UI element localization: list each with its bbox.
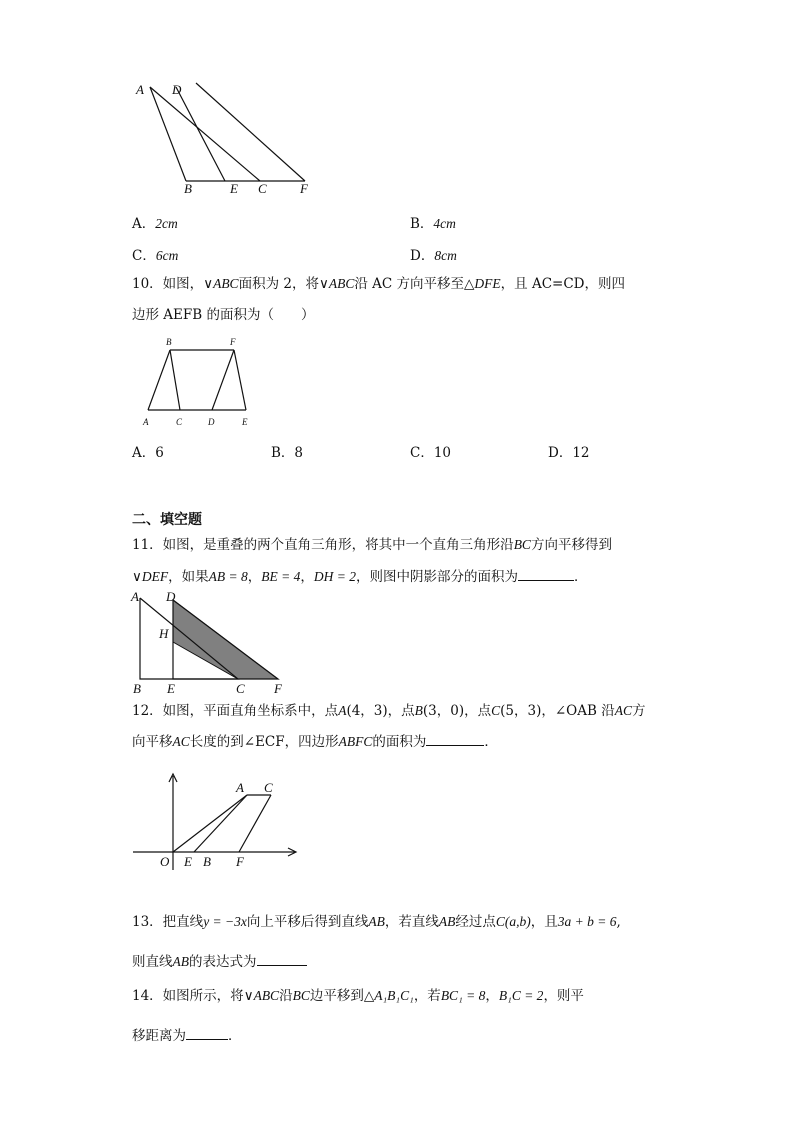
answer-blank-q14[interactable] bbox=[186, 1025, 228, 1040]
q10-option-c[interactable]: C．10 bbox=[410, 445, 452, 461]
q12-line2: 向平移AC长度的到∠ECF，四边形ABFC的面积为 ． bbox=[132, 731, 498, 752]
q9-option-b[interactable]: B．4cm bbox=[410, 216, 456, 232]
segment-DE bbox=[176, 87, 225, 181]
label-F: F bbox=[300, 181, 308, 196]
q9-option-d[interactable]: D．8cm bbox=[410, 248, 457, 264]
q11-line1: 11．如图，是重叠的两个直角三角形，将其中一个直角三角形沿BC方向平移得到 bbox=[132, 537, 612, 553]
segment-AB bbox=[150, 87, 186, 181]
label-C: C bbox=[176, 417, 183, 427]
segment-FE bbox=[234, 350, 246, 410]
figure-q9 bbox=[130, 75, 320, 200]
label-A: A bbox=[143, 417, 149, 427]
label-A: A bbox=[136, 82, 144, 97]
label-D: D bbox=[172, 82, 182, 97]
segment-FD bbox=[212, 350, 234, 410]
q14-line2: 移距离为 ． bbox=[132, 1025, 242, 1046]
q9-option-a[interactable]: A．2cm bbox=[132, 216, 178, 232]
section-heading-fill-in: 二、填空题 bbox=[132, 512, 202, 528]
segment-OA bbox=[173, 795, 247, 852]
label-O: O bbox=[160, 854, 170, 869]
figure-q10 bbox=[140, 335, 260, 431]
answer-blank-q13[interactable] bbox=[257, 951, 307, 966]
label-F: F bbox=[230, 337, 236, 347]
q10-option-a[interactable]: A．6 bbox=[132, 445, 164, 461]
label-E: E bbox=[242, 417, 248, 427]
label-C: C bbox=[236, 681, 245, 696]
figure-q11 bbox=[128, 588, 293, 696]
figure-q12 bbox=[130, 770, 300, 875]
q10-option-d[interactable]: D．12 bbox=[548, 445, 590, 461]
q10-line1: 10．如图，∨ABC面积为 2，将∨ABC沿 AC 方向平移至△DFE，且 AC=CD，则四 bbox=[132, 276, 625, 292]
label-B: B bbox=[184, 181, 192, 196]
q13-line1: 13．把直线y = −3x向上平移后得到直线AB，若直线AB经过点C(a,b)，且3a + b = 6, bbox=[132, 914, 621, 930]
q11-line2: ∨DEF，如果AB = 8，BE = 4，DH = 2，则图中阴影部分的面积为 ． bbox=[132, 566, 587, 587]
label-F: F bbox=[236, 854, 244, 869]
q14-line1: 14．如图所示，将∨ABC沿BC边平移到△A₁B₁C₁，若BC₁ = 8，B₁C = 2，则平 bbox=[132, 988, 584, 1004]
segment-AB bbox=[148, 350, 170, 410]
label-E: E bbox=[184, 854, 192, 869]
label-H: H bbox=[159, 626, 169, 641]
q9-option-c[interactable]: C．6cm bbox=[132, 248, 179, 264]
segment-AB bbox=[194, 795, 247, 852]
label-D: D bbox=[166, 589, 176, 604]
answer-blank-q11[interactable] bbox=[518, 566, 574, 581]
label-C: C bbox=[258, 181, 267, 196]
label-E: E bbox=[167, 681, 175, 696]
q10-option-b[interactable]: B．8 bbox=[271, 445, 304, 461]
q10-line2: 边形 AEFB 的面积为（ ） bbox=[132, 307, 315, 323]
q12-line1: 12．如图，平面直角坐标系中，点A(4，3)，点B(3，0)，点C(5，3)，∠OAB 沿AC方 bbox=[132, 703, 646, 719]
label-A: A bbox=[236, 780, 244, 795]
label-F: F bbox=[274, 681, 282, 696]
label-C: C bbox=[264, 780, 273, 795]
q13-line2: 则直线AB的表达式为 bbox=[132, 951, 307, 972]
label-D: D bbox=[208, 417, 215, 427]
label-A: A bbox=[131, 589, 139, 604]
segment-AC bbox=[150, 87, 260, 181]
segment-DF bbox=[196, 83, 305, 181]
segment-BC bbox=[170, 350, 180, 410]
label-B: B bbox=[133, 681, 141, 696]
label-B: B bbox=[166, 337, 172, 347]
label-B: B bbox=[203, 854, 211, 869]
label-E: E bbox=[230, 181, 238, 196]
answer-blank-q12[interactable] bbox=[426, 731, 484, 746]
segment-CF bbox=[239, 795, 271, 852]
